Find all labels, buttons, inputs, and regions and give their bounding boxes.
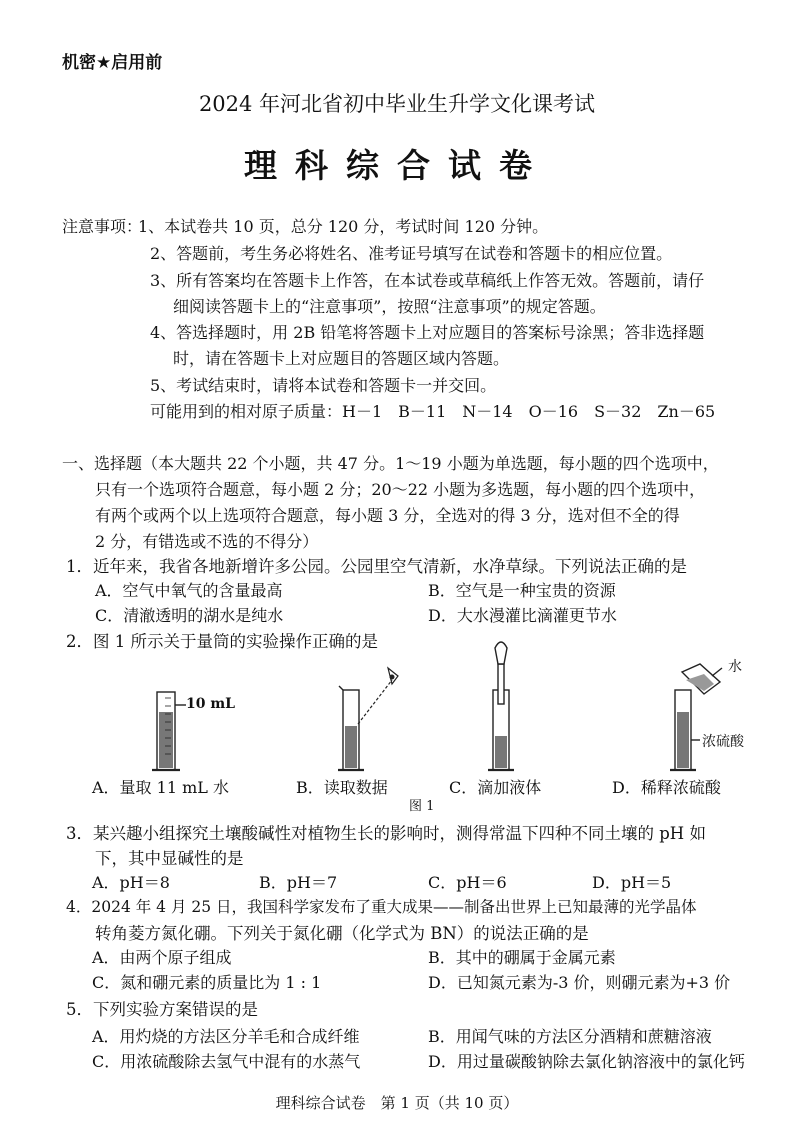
label-water: 水 [728, 659, 742, 675]
label-10ml: 10 mL [186, 696, 236, 712]
cylinder-b [338, 686, 364, 770]
section-instructions-line-1: 一、选择题（本大题共 22 个小题，共 47 分。1～19 小题为单选题，每小题的四个选项中， [62, 454, 719, 473]
exam-title: 2024 年河北省初中毕业生升学文化课考试 [198, 92, 596, 116]
question-3-option-a: A．pH＝8 [92, 873, 170, 892]
notice-item-3-cont: 细阅读答题卡上的“注意事项”，按照“注意事项”的规定答题。 [173, 297, 606, 316]
notice-item-4: 4、答选择题时，用 2B 铅笔将答题卡上对应题目的答案标号涂黑；答非选择题 [150, 323, 705, 342]
question-2-option-d: D．稀释浓硫酸 [612, 778, 721, 797]
question-5-option-c: C．用浓硫酸除去氢气中混有的水蒸气 [92, 1052, 361, 1071]
question-1-stem: 1．近年来，我省各地新增许多公园。公园里空气清新，水净草绿。下列说法正确的是 [66, 557, 687, 576]
question-5-option-a: A．用灼烧的方法区分羊毛和合成纤维 [92, 1027, 360, 1046]
notice-item-3: 3、所有答案均在答题卡上作答，在本试卷或草稿纸上作答无效。答题前，请仔 [150, 271, 705, 290]
question-2-option-c: C．滴加液体 [449, 778, 542, 797]
question-4-stem: 4．2024 年 4 月 25 日，我国科学家发布了重大成果——制备出世界上已知最薄的光学晶体 [66, 898, 697, 916]
question-3-option-d: D．pH＝5 [592, 873, 672, 892]
cylinder-c [488, 642, 514, 770]
question-5-option-b: B．用闻气味的方法区分酒精和蔗糖溶液 [428, 1027, 712, 1046]
notice-item-2: 2、答题前，考生务必将姓名、准考证号填写在试卷和答题卡的相应位置。 [150, 244, 673, 263]
atomic-masses: 可能用到的相对原子质量：H－1 B－11 N－14 O－16 S－32 Zn－65 [150, 402, 716, 421]
section-instructions-line-2: 只有一个选项符合题意，每小题 2 分；20～22 小题为多选题，每小题的四个选项中， [95, 480, 706, 499]
notice-item-1: 1、本试卷共 10 页，总分 120 分，考试时间 120 分钟。 [138, 217, 549, 236]
section-instructions-line-3: 有两个或两个以上选项符合题意，每小题 3 分，全选对的得 3 分，选对但不全的得 [95, 506, 680, 525]
question-2-option-b: B．读取数据 [296, 778, 388, 797]
notice-item-4-cont: 时，请在答题卡上对应题目的答题区域内答题。 [173, 349, 510, 368]
cylinder-d [670, 664, 722, 770]
notice-label: 注意事项： [62, 217, 143, 236]
cylinder-a [152, 692, 186, 770]
question-1-option-b: B．空气是一种宝贵的资源 [428, 581, 616, 600]
question-3-option-b: B．pH＝7 [259, 873, 338, 892]
question-2-option-a: A．量取 11 mL 水 [92, 778, 229, 797]
question-1-option-c: C．清澈透明的湖水是纯水 [95, 606, 284, 625]
question-3-option-c: C．pH＝6 [428, 873, 507, 892]
figure-1-caption: 图 1 [409, 799, 435, 814]
question-3-stem: 3．某兴趣小组探究土壤酸碱性对植物生长的影响时，测得常温下四种不同土壤的 pH 如 [66, 824, 706, 843]
question-5-option-d: D．用过量碳酸钠除去氯化钠溶液中的氯化钙 [428, 1052, 745, 1071]
section-instructions-line-4: 2 分，有错选或不选的不得分） [95, 532, 319, 551]
page-footer: 理科综合试卷 第 1 页（共 10 页） [275, 1094, 519, 1112]
question-2-stem: 2．图 1 所示关于量筒的实验操作正确的是 [66, 632, 378, 651]
question-5-stem: 5．下列实验方案错误的是 [66, 1000, 258, 1019]
question-4-option-c: C．氮和硼元素的质量比为 1 : 1 [92, 973, 322, 992]
paper-title: 理科综合试卷 [244, 146, 550, 185]
question-1-option-d: D．大水漫灌比滴灌更节水 [428, 606, 617, 625]
question-4-option-b: B．其中的硼属于金属元素 [428, 948, 616, 967]
question-4-option-a: A．由两个原子组成 [92, 948, 232, 967]
question-1-option-a: A．空气中氧气的含量最高 [95, 581, 283, 600]
notice-item-5: 5、考试结束时，请将本试卷和答题卡一并交回。 [150, 376, 497, 395]
question-4-option-d: D．已知氮元素为-3 价，则硼元素为+3 价 [428, 973, 731, 992]
confidential-mark: 机密★启用前 [62, 53, 163, 73]
label-conc-sulfuric-acid: 浓硫酸 [702, 734, 744, 750]
question-3-stem-cont: 下，其中显碱性的是 [95, 849, 244, 868]
question-4-stem-cont: 转角菱方氮化硼。下列关于氮化硼（化学式为 BN）的说法正确的是 [95, 924, 589, 943]
